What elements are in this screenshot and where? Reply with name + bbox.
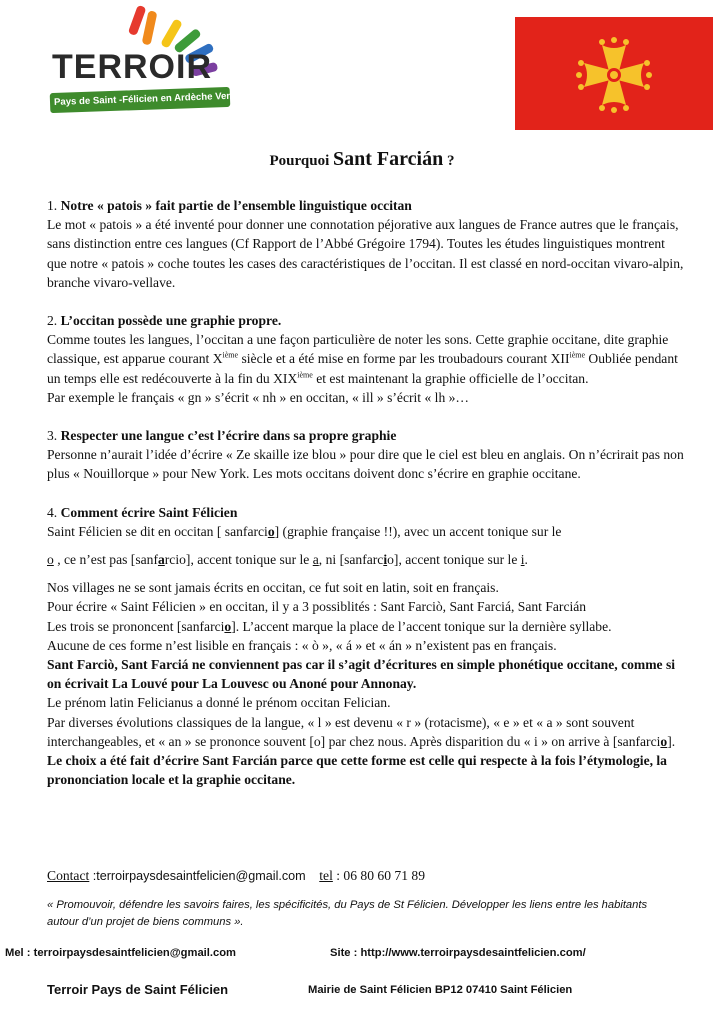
text-span: , ni [sanfarc <box>318 552 384 568</box>
section-heading-text: Notre « patois » fait partie de l’ensemble linguistique occitan <box>60 198 412 213</box>
section-heading-text: Respecter une langue c’est l’écrire dans sa propre graphie <box>60 428 397 444</box>
text-span: rcio], accent tonique sur le <box>164 552 313 568</box>
underlined-letter: a <box>157 552 165 568</box>
underlined-letter: o <box>660 733 668 749</box>
contact-label: Contact <box>47 868 90 883</box>
section-heading-text: Comment écrire Saint Félicien <box>60 504 238 520</box>
text-span: ]. L’accent marque la place de l’accent tonique sur la dernière syllabe. <box>231 618 612 634</box>
superscript: ième <box>569 350 586 360</box>
section-4-heading <box>47 503 687 522</box>
logo-wordmark: TERROIR <box>52 48 212 86</box>
section-4-paragraph: Aucune de ces forme n’est lisible en français : « ò », « á » et « án » n’existent pas en français. <box>47 637 557 653</box>
section-2-text <box>47 330 687 388</box>
section-4-paragraph <box>47 713 687 751</box>
title-main: Sant Farcián <box>333 148 444 170</box>
section-heading-text: L’occitan possède une graphie propre. <box>60 313 282 329</box>
text-span: Par diverses évolutions classiques de la langue, « l » est devenu « r » (rotacisme), « e » et « a » sont souvent interchangeables, et « an » se prononce souvent [o] par chez nous. Après disparition du « i » on arrive à [sanfarci <box>47 714 661 749</box>
section-2-example: Par exemple le français « gn » s’écrit « nh » en occitan, « ill » s’écrit « lh »… <box>47 389 470 405</box>
terroir-logo <box>50 12 240 122</box>
section-4-paragraph: Pour écrire « Saint Félicien » en occitan, il y a 3 possiblités : Sant Farciò, Sant Farciá, Sant Farcián <box>47 599 587 615</box>
logo-brush-stroke <box>142 10 158 45</box>
occitan-flag <box>515 17 713 130</box>
section-4-conclusion: Le choix a été fait d’écrire Sant Farcián parce que cette forme est celle qui respecte à la fois l’étymologie, la prononciation locale et la graphie occitane. <box>47 753 667 788</box>
tel-number: : 06 80 60 71 89 <box>332 868 425 883</box>
superscript: ième <box>222 350 239 360</box>
text-span: Les trois se prononcent [sanfarci <box>47 618 225 634</box>
article-body <box>47 196 687 789</box>
text-span: Comme toutes les langues, l’occitan a une façon particulière de noter les sons. Cette graphie occitane, dite graphie classique, est apparue courant X <box>47 332 669 367</box>
mission-quote: « Promouvoir, défendre les savoirs faires, les spécificités, du Pays de St Félicien. Développer les liens entre les habitants autour d’un projet de biens communs ». <box>47 899 648 928</box>
section-1-text: Le mot « patois » a été inventé pour donner une connotation péjorative aux langues de France autres que le français, sans distinction entre ces langues (Cf Rapport de l’Abbé Grégoire 1794). Toutes les études linguistiques montrent que notre « patois » coche toutes les cases des caractéristiques de l’occitan. Il est classé en nord-occitan vivaro-alpin, branche vivaro-vellave. <box>47 217 684 290</box>
page-title <box>0 148 724 171</box>
underlined-letter: o <box>47 552 54 568</box>
underlined-letter: i <box>383 552 388 568</box>
logo-tagline: Pays de Saint -Félicien en Ardèche Verte <box>53 90 239 108</box>
contact-email-link[interactable]: :terroirpaysdesaintfelicien@gmail.com <box>92 869 306 883</box>
underlined-letter: a <box>312 552 319 568</box>
section-number: 3. <box>47 428 61 444</box>
underlined-letter: i <box>520 552 525 568</box>
text-span: Saint Félicien se dit en occitan [ sanfarci <box>47 523 268 539</box>
section-3-heading <box>47 426 687 445</box>
occitan-cross-icon <box>515 17 713 130</box>
logo-tagline-band <box>50 87 239 113</box>
section-4-line-2 <box>47 550 687 569</box>
section-4-bold-paragraph: Sant Farciò, Sant Farciá ne conviennent pas car il s’agit d’écritures en simple phonétique occitane, comme si on écrivait La Louvé pour La Louvesc ou Anoné pour Annonay. <box>47 657 676 692</box>
text-span: . <box>524 552 528 568</box>
section-4-line-1 <box>47 522 687 541</box>
superscript: ième <box>297 370 313 380</box>
section-3-text: Personne n’aurait l’idée d’écrire « Ze skaille ize blou » pour dire que le ciel est bleu en anglais. On n’écrirait pas non plus « Nouillorque » pour New York. Les mots occitans doivent donc s’écrire en graphie occitane. <box>47 447 684 482</box>
section-number: 2. <box>47 313 61 329</box>
contact-line <box>47 868 425 884</box>
title-suffix: ? <box>443 153 455 169</box>
text-span: ] (graphie française !!), avec un accent tonique sur le <box>274 523 562 539</box>
footer-organization-name: Terroir Pays de Saint Félicien <box>47 982 229 997</box>
text-span: ]. <box>667 733 676 749</box>
title-prefix: Pourquoi <box>269 153 334 169</box>
section-4-paragraph: Le prénom latin Felicianus a donné le prénom occitan Felician. <box>47 695 391 711</box>
section-number: 4. <box>47 504 61 520</box>
underlined-letter: o <box>224 618 232 634</box>
text-span: o], accent tonique sur le <box>387 552 521 568</box>
text-span: siècle et a été mise en forme par les troubadours courant XII <box>238 351 570 367</box>
footer-address: Mairie de Saint Félicien BP12 07410 Saint Félicien <box>308 984 573 996</box>
section-1-heading <box>47 196 687 215</box>
tel-label: tel <box>319 868 333 883</box>
text-span: Oubliée pendant un temps elle est redécouverte à la fin du XIX <box>47 351 678 386</box>
section-number: 1. <box>47 198 61 213</box>
section-2-heading <box>47 311 687 330</box>
text-span: , ce n’est pas [sanf <box>53 552 158 568</box>
text-span: et est maintenant la graphie officielle de l’occitan. <box>312 370 589 386</box>
section-4-paragraph: Nos villages ne se sont jamais écrits en occitan, ce fut soit en latin, soit en français. <box>47 580 499 596</box>
footer-website[interactable]: Site : http://www.terroirpaysdesaintfelicien.com/ <box>330 947 586 959</box>
section-4-paragraph <box>47 617 687 636</box>
footer-email[interactable]: Mel : terroirpaysdesaintfelicien@gmail.com <box>5 947 236 959</box>
underlined-letter: o <box>267 523 275 539</box>
